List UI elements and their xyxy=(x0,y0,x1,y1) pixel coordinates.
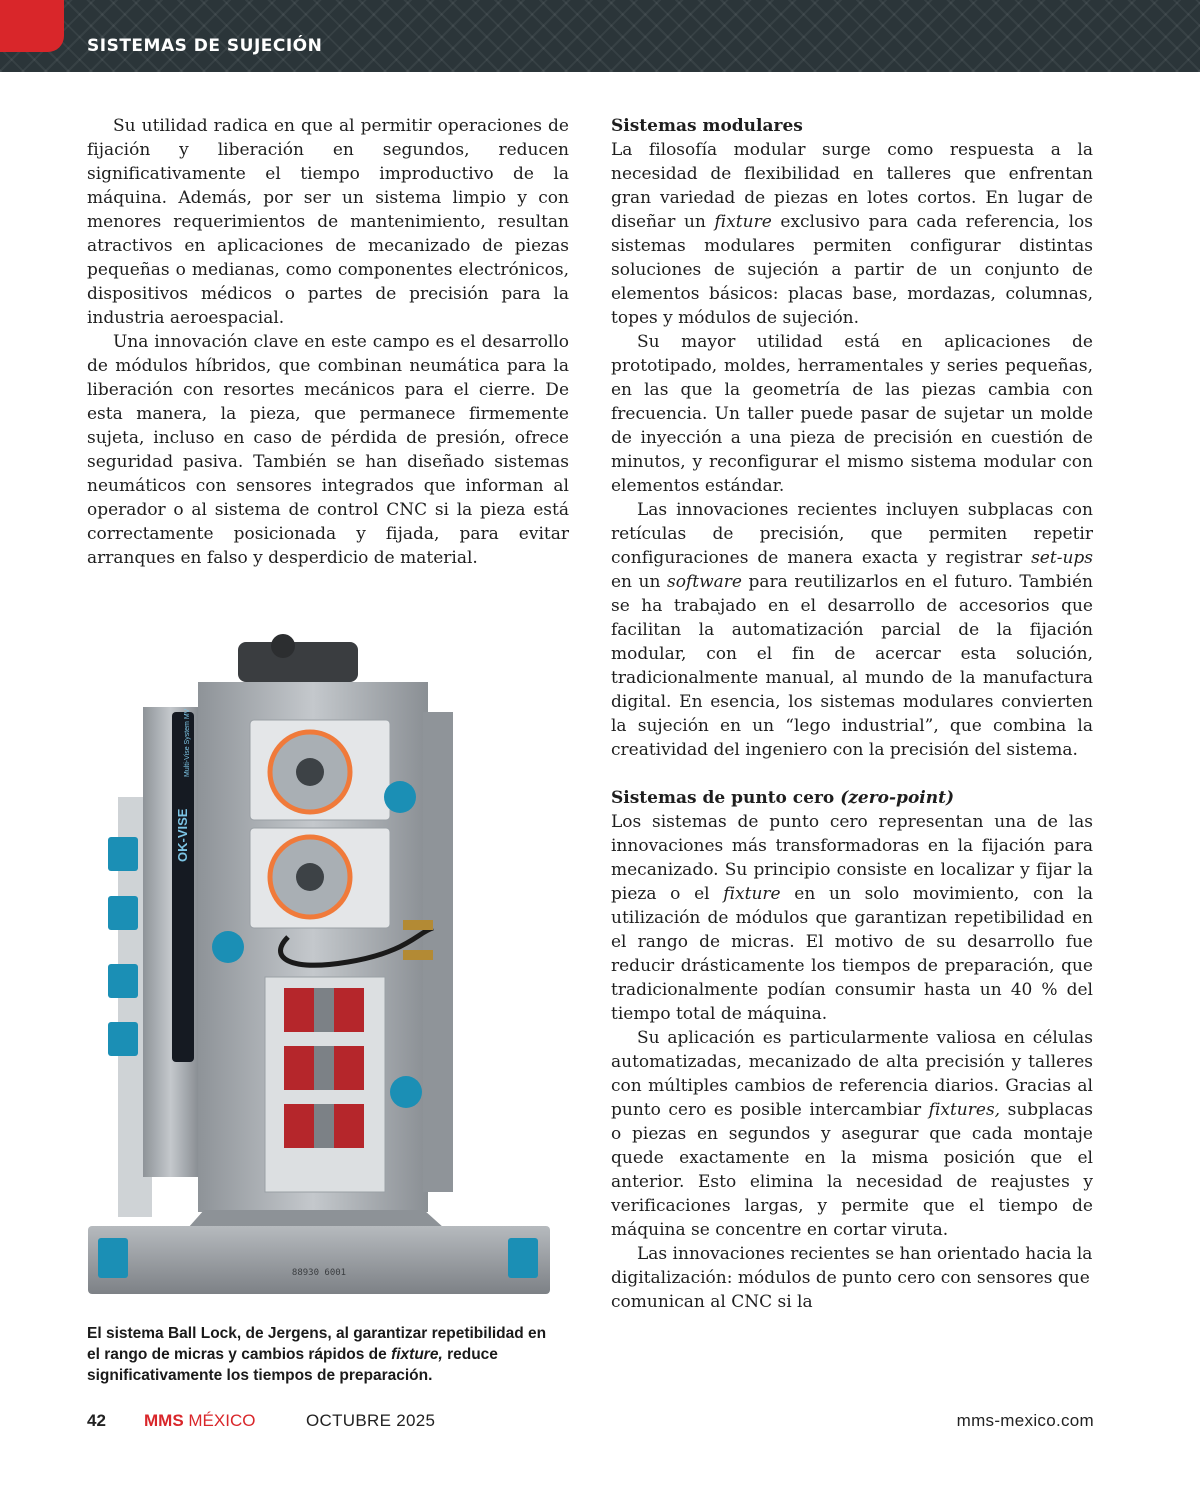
blue-dial xyxy=(390,1076,422,1108)
brand-light: MÉXICO xyxy=(183,1411,256,1430)
base-plate-marking: 88930 6001 xyxy=(291,1268,347,1278)
caption-text: reduce significativamente los tiempos de preparación. xyxy=(87,1346,498,1384)
body-paragraph xyxy=(611,810,1093,1026)
header-red-accent xyxy=(0,0,64,52)
fixture-photo xyxy=(88,632,554,1294)
body-paragraph: Su mayor utilidad está en aplicaciones de prototipado, moldes, herramentales y series pequeñas, en las que la geometría de las piezas cambia con frecuencia. Un taller puede pasar de sujetar un molde de inyección a una pieza de precisión en cuestión de minutos, y reconfigurar el mismo sistema modular con elementos estándar. xyxy=(611,332,1093,496)
body-paragraph xyxy=(611,138,1093,330)
ball-lock-fixture-illustration xyxy=(88,632,554,1294)
text-run: Las innovaciones recientes incluyen subplacas con retículas de precisión, que permiten repetir configuraciones de manera exacta y registrar xyxy=(611,500,1093,568)
blue-dial xyxy=(212,931,244,963)
body-paragraph xyxy=(611,498,1093,762)
issue-date: OCTUBRE 2025 xyxy=(306,1411,436,1430)
italic-term: fixtures, xyxy=(928,1100,1001,1120)
blue-clamp xyxy=(108,964,138,998)
section-heading: Sistemas modulares xyxy=(611,116,803,136)
text-run: exclusivo para cada referencia, los sistemas modulares permiten configurar distintas soluciones de sujeción a partir de un conjunto de elementos básicos: placas base, mordazas, columnas, topes y módulos de sujeción. xyxy=(611,212,1093,328)
blue-clamp xyxy=(108,896,138,930)
text-run: Su aplicación es particularmente valiosa en células automatizadas, mecanizado de alta precisión y talleres con múltiples cambios de referencia diarios. Gracias al punto cero es posible intercambiar xyxy=(611,1028,1093,1120)
right-text-column xyxy=(611,114,1093,1314)
figure-caption xyxy=(87,1323,557,1386)
website-link[interactable]: mms-mexico.com xyxy=(956,1411,1094,1430)
blue-clamp xyxy=(108,1022,138,1056)
base-plate xyxy=(88,1226,550,1294)
heading-italic: (zero-point) xyxy=(840,788,954,808)
page-number: 42 xyxy=(87,1411,106,1430)
text-run: en un xyxy=(611,572,667,592)
left-text-column xyxy=(87,114,569,570)
text-run: subplacas o piezas en segundos y asegurar que cada montaje quede exactamente en la misma posición que el anterior. Esto elimina la necesidad de reajustes y verificaciones largas, y permite que el tiempo de máquina se concentre en cortar viruta. xyxy=(611,1100,1093,1240)
text-run: para reutilizarlos en el futuro. También se ha trabajado en el desarrollo de accesorios que facilitan la automatización parcial de la fijación modular, con el fin de acercar esta solución, tradicionalmente manual, al mundo de la manufactura digital. En esencia, los sistemas modulares convierten la sujeción en un “lego industrial”, que combina la creatividad del ingeniero con la precisión del sistema. xyxy=(611,572,1093,760)
body-paragraph: Las innovaciones recientes se han orientado hacia la digitalización: módulos de punto cero con sensores que comunican al CNC si la xyxy=(611,1244,1093,1312)
blue-dial xyxy=(384,781,416,813)
magazine-brand xyxy=(144,1411,255,1431)
body-paragraph: Una innovación clave en este campo es el desarrollo de módulos híbridos, que combinan neumática para la liberación con resortes mecánicos para el cierre. De esta manera, la pieza, que permanece firmemente sujeta, incluso en caso de pérdida de presión, ofrece seguridad pasiva. También se han diseñado sistemas neumáticos con sensores integrados que informan al operador o al sistema de control CNC si la pieza está correctamente posicionada y fijada, para evitar arranques en falso y desperdicio de material. xyxy=(87,332,569,568)
brand-bold: MMS xyxy=(144,1411,184,1430)
text-run: La filosofía modular surge como respuesta a la necesidad de flexibilidad en talleres que enfrentan gran variedad de piezas en lotes cortos. En lugar de diseñar un xyxy=(611,140,1093,232)
jergens-logo-block xyxy=(98,1238,128,1278)
text-run: Los sistemas de punto cero representan una de las innovaciones más transformadoras en la fijación para mecanizado. Su principio consiste en localizar y fijar la pieza o el xyxy=(611,812,1093,904)
section-header-band xyxy=(0,0,1200,72)
body-paragraph: Su utilidad radica en que al permitir operaciones de fijación y liberación en segundos, reducen significativamente el tiempo improductivo de la máquina. Además, por ser un sistema limpio y con menores requerimientos de mantenimiento, resultan atractivos en aplicaciones de mecanizado de piezas pequeñas o medianas, como componentes electrónicos, dispositivos médicos o partes de precisión para la industria aeroespacial. xyxy=(87,116,569,328)
italic-term: fixture xyxy=(723,884,781,904)
text-run: en un solo movimiento, con la utilización de módulos que garantizan repetibilidad en el rango de micras. El motivo de su desarrollo fue reducir drásticamente los tiempos de preparación, que tradicionalmente podían consumir hasta un 40 % del tiempo total de máquina. xyxy=(611,884,1094,1024)
caption-italic: fixture, xyxy=(391,1346,443,1363)
italic-term: set-ups xyxy=(1031,548,1093,568)
page-footer xyxy=(0,1411,1200,1437)
top-clamp xyxy=(238,642,358,682)
italic-term: fixture xyxy=(714,212,772,232)
section-heading xyxy=(611,786,1093,810)
italic-term: software xyxy=(667,572,742,592)
body-paragraph xyxy=(611,1026,1093,1242)
blue-clamp xyxy=(108,837,138,871)
jergens-logo-block xyxy=(508,1238,538,1278)
section-title: SISTEMAS DE SUJECIÓN xyxy=(87,36,323,56)
ok-vise-label: OK-VISE xyxy=(175,808,190,862)
air-fitting xyxy=(403,920,433,930)
caption-text: El sistema Ball Lock, de Jergens, al garantizar repetibilidad en el rango de micras y cambios rápidos de xyxy=(87,1325,547,1363)
heading-text: Sistemas de punto cero xyxy=(611,788,841,808)
section-gap xyxy=(611,762,1093,786)
ok-vise-sublabel: Multi-Vise System MV xyxy=(184,708,191,777)
